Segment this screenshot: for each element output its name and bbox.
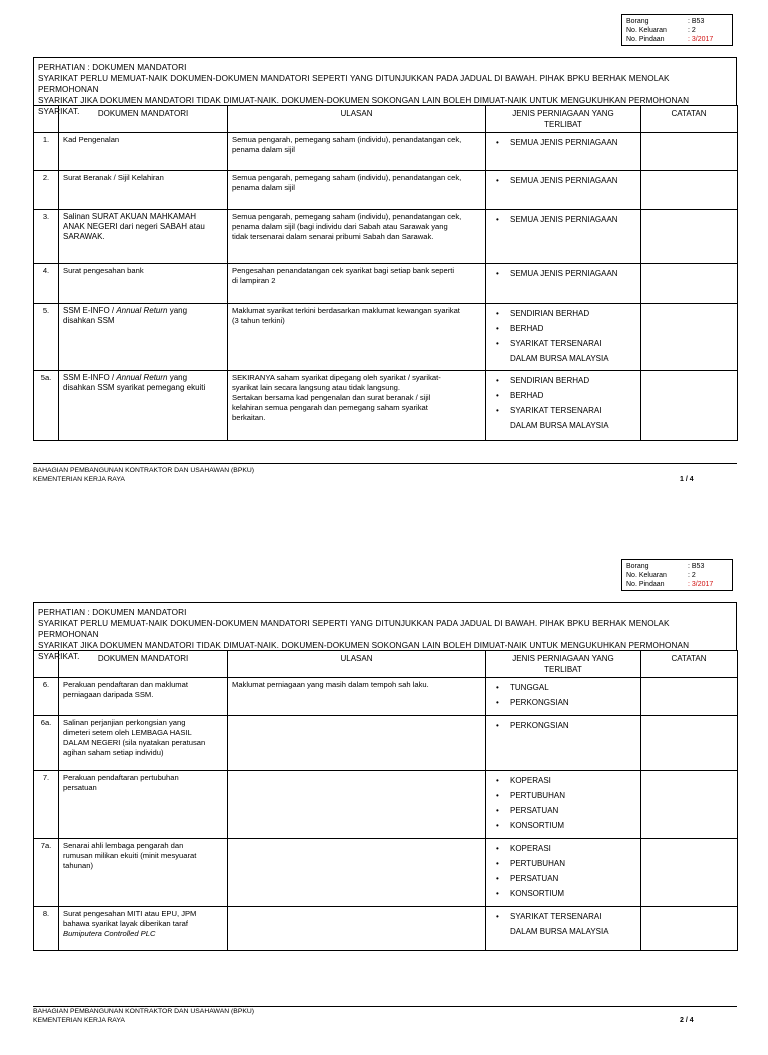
- row-dokumen: Perakuan pendaftaran pertubuhan persatuan: [59, 771, 228, 839]
- jenis-item: • KONSORTIUM: [490, 818, 636, 833]
- row-catatan: [641, 678, 738, 716]
- form-value-revision: : 3/2017: [688, 581, 714, 588]
- row-number: 3.: [34, 210, 59, 264]
- row-catatan: [641, 371, 738, 441]
- footer-text: BAHAGIAN PEMBANGUNAN KONTRAKTOR DAN USAHAWAN (BPKU) KEMENTERIAN KERJA RAYA: [33, 1008, 255, 1024]
- header-ulasan: ULASAN: [228, 651, 486, 678]
- header-number: [34, 651, 59, 678]
- row-number: 4.: [34, 264, 59, 304]
- row-ulasan: Maklumat syarikat terkini berdasarkan maklumat kewangan syarikat (3 tahun terkini): [228, 304, 486, 371]
- notice-text-line1: SYARIKAT PERLU MEMUAT-NAIK DOKUMEN-DOKUMEN MANDATORI SEPERTI YANG DITUNJUKKAN PADA JADUAL DI BAWAH. PIHAK BPKU BERHAK MENOLAK PERMOHONAN: [38, 74, 670, 94]
- row-ulasan: [228, 771, 486, 839]
- form-label: No. Keluaran: [626, 27, 667, 34]
- row-number: 2.: [34, 171, 59, 210]
- header-ulasan: ULASAN: [228, 106, 486, 133]
- jenis-item: • KONSORTIUM: [490, 886, 636, 901]
- table-header-row: [34, 651, 738, 678]
- form-value: : B53: [688, 563, 705, 570]
- row-ulasan: [228, 716, 486, 771]
- form-label: Borang: [626, 563, 649, 570]
- notice-title: PERHATIAN : DOKUMEN MANDATORI: [38, 608, 187, 617]
- notice-title: PERHATIAN : DOKUMEN MANDATORI: [38, 63, 187, 72]
- row-jenis: [486, 210, 641, 264]
- document-table: [33, 650, 738, 951]
- jenis-item: • TUNGGAL: [490, 680, 636, 695]
- form-label: No. Pindaan: [626, 581, 665, 588]
- row-catatan: [641, 771, 738, 839]
- jenis-item: • SEMUA JENIS PERNIAGAAN: [490, 212, 636, 227]
- jenis-item: • BERHAD: [490, 388, 636, 403]
- table-row: [34, 907, 738, 951]
- row-dokumen: Surat Beranak / Sijil Kelahiran: [59, 171, 228, 210]
- table-row: [34, 716, 738, 771]
- jenis-item: • SEMUA JENIS PERNIAGAAN: [490, 135, 636, 150]
- jenis-item: • SENDIRIAN BERHAD: [490, 373, 636, 388]
- row-jenis: [486, 771, 641, 839]
- header-catatan: CATATAN: [641, 106, 738, 133]
- row-catatan: [641, 304, 738, 371]
- row-jenis: [486, 716, 641, 771]
- notice-text-line2: SYARIKAT JIKA DOKUMEN MANDATORI TIDAK DIMUAT-NAIK. DOKUMEN-DOKUMEN SOKONGAN LAIN BOLEH DIMUAT-NAIK UNTUK MENGUKUHKAN PERMOHONAN SYARIKAT.: [38, 96, 690, 116]
- table-row: [34, 371, 738, 441]
- row-ulasan: Maklumat perniagaan yang masih dalam tempoh sah laku.: [228, 678, 486, 716]
- row-catatan: [641, 171, 738, 210]
- row-jenis: [486, 839, 641, 907]
- row-number: 8.: [34, 907, 59, 951]
- row-number: 5a.: [34, 371, 59, 441]
- jenis-item: • SYARIKAT TERSENARAI DALAM BURSA MALAYSIA: [490, 403, 636, 433]
- row-dokumen: Senarai ahli lembaga pengarah dan rumusan milikan ekuiti (minit mesyuarat tahunan): [59, 839, 228, 907]
- row-catatan: [641, 264, 738, 304]
- row-jenis: [486, 907, 641, 951]
- form-value: : 2: [688, 572, 696, 579]
- header-jenis: JENIS PERNIAGAAN YANG TERLIBAT: [486, 106, 641, 133]
- table-row: [34, 264, 738, 304]
- row-dokumen: Perakuan pendaftaran dan maklumat perniagaan daripada SSM.: [59, 678, 228, 716]
- table-row: [34, 678, 738, 716]
- row-ulasan: Semua pengarah, pemegang saham (individu), penandatangan cek, penama dalam sijil: [228, 133, 486, 171]
- form-value: : 2: [688, 27, 696, 34]
- row-ulasan: Semua pengarah, pemegang saham (individu), penandatangan cek, penama dalam sijil: [228, 171, 486, 210]
- table-header-row: [34, 106, 738, 133]
- row-ulasan: [228, 839, 486, 907]
- header-dokumen: DOKUMEN MANDATORI: [59, 651, 228, 678]
- jenis-item: • PERKONGSIAN: [490, 695, 636, 710]
- jenis-item: • SYARIKAT TERSENARAI DALAM BURSA MALAYSIA: [490, 336, 636, 366]
- row-dokumen: Surat pengesahan bank: [59, 264, 228, 304]
- header-catatan: CATATAN: [641, 651, 738, 678]
- row-dokumen: SSM E-INFO / Annual Return yang disahkan SSM syarikat pemegang ekuiti: [59, 371, 228, 441]
- row-dokumen: SSM E-INFO / Annual Return yang disahkan SSM: [59, 304, 228, 371]
- jenis-item: • PERKONGSIAN: [490, 718, 636, 733]
- table-row: [34, 304, 738, 371]
- row-jenis: [486, 264, 641, 304]
- row-jenis: [486, 171, 641, 210]
- jenis-item: • KOPERASI: [490, 841, 636, 856]
- form-label: No. Keluaran: [626, 572, 667, 579]
- table-row: [34, 771, 738, 839]
- row-number: 1.: [34, 133, 59, 171]
- notice-text-line1: SYARIKAT PERLU MEMUAT-NAIK DOKUMEN-DOKUMEN MANDATORI SEPERTI YANG DITUNJUKKAN PADA JADUAL DI BAWAH. PIHAK BPKU BERHAK MENOLAK PERMOHONAN: [38, 619, 670, 639]
- row-catatan: [641, 716, 738, 771]
- form-value-revision: : 3/2017: [688, 36, 714, 43]
- notice-text-line2: SYARIKAT JIKA DOKUMEN MANDATORI TIDAK DIMUAT-NAIK. DOKUMEN-DOKUMEN SOKONGAN LAIN BOLEH DIMUAT-NAIK UNTUK MENGUKUHKAN PERMOHONAN SYARIKAT.: [38, 641, 690, 661]
- form-info-box: [621, 14, 733, 46]
- row-jenis: [486, 133, 641, 171]
- row-jenis: [486, 678, 641, 716]
- row-dokumen: Salinan SURAT AKUAN MAHKAMAH ANAK NEGERI dari negeri SABAH atau SARAWAK.: [59, 210, 228, 264]
- jenis-item: • PERTUBUHAN: [490, 856, 636, 871]
- row-number: 6a.: [34, 716, 59, 771]
- table-row: [34, 210, 738, 264]
- table-row: [34, 133, 738, 171]
- page-number: 2 / 4: [680, 1017, 694, 1024]
- row-dokumen: Kad Pengenalan: [59, 133, 228, 171]
- table-row: [34, 171, 738, 210]
- form-label: No. Pindaan: [626, 36, 665, 43]
- table-row: [34, 839, 738, 907]
- form-value: : B53: [688, 18, 705, 25]
- jenis-item: • PERSATUAN: [490, 871, 636, 886]
- jenis-item: • PERSATUAN: [490, 803, 636, 818]
- row-jenis: [486, 304, 641, 371]
- header-jenis: JENIS PERNIAGAAN YANG TERLIBAT: [486, 651, 641, 678]
- jenis-item: • KOPERASI: [490, 773, 636, 788]
- jenis-item: • SYARIKAT TERSENARAI DALAM BURSA MALAYSIA: [490, 909, 636, 939]
- row-catatan: [641, 839, 738, 907]
- row-dokumen: Salinan perjanjian perkongsian yang dimeteri setem oleh LEMBAGA HASIL DALAM NEGERI (sila nyatakan peratusan agihan saham setiap individu): [59, 716, 228, 771]
- jenis-item: • SEMUA JENIS PERNIAGAAN: [490, 173, 636, 188]
- jenis-item: • SEMUA JENIS PERNIAGAAN: [490, 266, 636, 281]
- jenis-item: • PERTUBUHAN: [490, 788, 636, 803]
- row-ulasan: [228, 907, 486, 951]
- footer-text: BAHAGIAN PEMBANGUNAN KONTRAKTOR DAN USAHAWAN (BPKU) KEMENTERIAN KERJA RAYA: [33, 467, 255, 483]
- form-info-box: [621, 559, 733, 591]
- page-2: [0, 545, 768, 1055]
- header-dokumen: DOKUMEN MANDATORI: [59, 106, 228, 133]
- row-number: 5.: [34, 304, 59, 371]
- jenis-item: • SENDIRIAN BERHAD: [490, 306, 636, 321]
- row-ulasan: Semua pengarah, pemegang saham (individu), penandatangan cek, penama dalam sijil (bagi individu dari Sabah atau Sarawak yang tidak tersenarai dalam senarai pribumi Sabah dan Sarawak.: [228, 210, 486, 264]
- form-label: Borang: [626, 18, 649, 25]
- row-catatan: [641, 907, 738, 951]
- page-number: 1 / 4: [680, 476, 694, 483]
- row-number: 7.: [34, 771, 59, 839]
- jenis-item: • BERHAD: [490, 321, 636, 336]
- header-number: [34, 106, 59, 133]
- row-catatan: [641, 210, 738, 264]
- row-number: 7a.: [34, 839, 59, 907]
- page-1: [0, 0, 768, 510]
- row-jenis: [486, 371, 641, 441]
- footer-divider: [33, 463, 737, 464]
- row-number: 6.: [34, 678, 59, 716]
- document-table: [33, 105, 738, 441]
- row-dokumen: Surat pengesahan MITI atau EPU, JPM bahawa syarikat layak diberikan taraf Bumiputera Controlled PLC: [59, 907, 228, 951]
- row-catatan: [641, 133, 738, 171]
- row-ulasan: SEKIRANYA saham syarikat dipegang oleh syarikat / syarikat- syarikat lain secara langsung atau tidak langsung. Sertakan bersama kad pengenalan dan surat beranak / sijil kelahiran semua pengarah dan pemegang saham syarikat berkaitan.: [228, 371, 486, 441]
- row-ulasan: Pengesahan penandatangan cek syarikat bagi setiap bank seperti di lampiran 2: [228, 264, 486, 304]
